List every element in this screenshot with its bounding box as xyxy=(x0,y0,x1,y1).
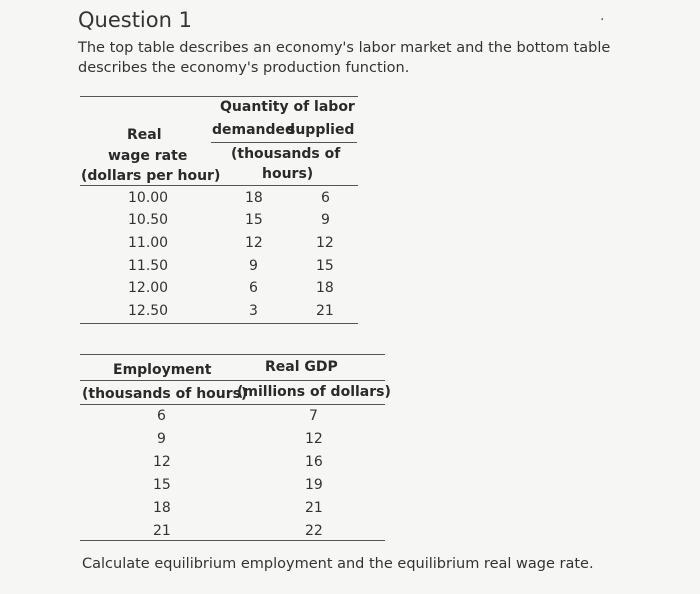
supplied-cell: 9 xyxy=(321,212,330,228)
header-wage-line3: (dollars per hour) xyxy=(81,168,221,184)
instruction-text: Calculate equilibrium employment and the equilibrium real wage rate. xyxy=(82,556,594,572)
production-table-top-rule xyxy=(80,354,385,355)
header-employment: Employment xyxy=(113,362,212,378)
gdp-cell: 12 xyxy=(305,431,323,447)
header-gdp: Real GDP xyxy=(265,359,338,375)
wage-cell: 10.50 xyxy=(128,212,169,228)
employment-cell: 15 xyxy=(153,477,171,493)
header-supplied: supplied xyxy=(287,122,355,138)
demanded-cell: 12 xyxy=(245,235,263,251)
dot-mark: · xyxy=(600,12,605,28)
production-table-bottom-rule xyxy=(80,540,385,541)
demanded-cell: 18 xyxy=(245,190,263,206)
wage-cell: 11.50 xyxy=(128,258,169,274)
production-header-mid-rule xyxy=(80,380,385,381)
gdp-cell: 16 xyxy=(305,454,323,470)
production-header-bottom-rule xyxy=(80,404,385,405)
header-units-line2: hours) xyxy=(262,166,314,182)
header-gdp-units: (millions of dollars) xyxy=(237,384,391,400)
supplied-cell: 15 xyxy=(316,258,334,274)
gdp-cell: 19 xyxy=(305,477,323,493)
labor-header-bottom-rule xyxy=(80,185,358,186)
employment-cell: 18 xyxy=(153,500,171,516)
question-title: Question 1 xyxy=(78,8,192,32)
employment-cell: 12 xyxy=(153,454,171,470)
employment-cell: 6 xyxy=(157,408,166,424)
supplied-cell: 12 xyxy=(316,235,334,251)
header-wage-line2: wage rate xyxy=(108,148,188,164)
supplied-cell: 21 xyxy=(316,303,334,319)
gdp-cell: 7 xyxy=(309,408,318,424)
header-units-line1: (thousands of xyxy=(231,146,341,162)
header-demanded: demanded xyxy=(212,122,296,138)
wage-cell: 12.50 xyxy=(128,303,169,319)
header-employment-units: (thousands of hours) xyxy=(82,386,248,402)
demanded-cell: 3 xyxy=(249,303,258,319)
supplied-cell: 18 xyxy=(316,280,334,296)
wage-cell: 10.00 xyxy=(128,190,169,206)
question-description: The top table describes an economy's labor market and the bottom table describes the economy's production function. xyxy=(78,40,611,76)
supplied-cell: 6 xyxy=(321,190,330,206)
wage-cell: 11.00 xyxy=(128,235,169,251)
labor-table-bottom-rule xyxy=(80,323,358,324)
gdp-cell: 22 xyxy=(305,523,323,539)
demanded-cell: 6 xyxy=(249,280,258,296)
demanded-cell: 9 xyxy=(249,258,258,274)
labor-table-top-rule xyxy=(80,96,358,97)
demanded-cell: 15 xyxy=(245,212,263,228)
header-group-underline xyxy=(211,142,357,143)
header-wage-line1: Real xyxy=(127,127,162,143)
header-group-label: Quantity of labor xyxy=(220,99,355,115)
wage-cell: 12.00 xyxy=(128,280,169,296)
gdp-cell: 21 xyxy=(305,500,323,516)
employment-cell: 9 xyxy=(157,431,166,447)
employment-cell: 21 xyxy=(153,523,171,539)
